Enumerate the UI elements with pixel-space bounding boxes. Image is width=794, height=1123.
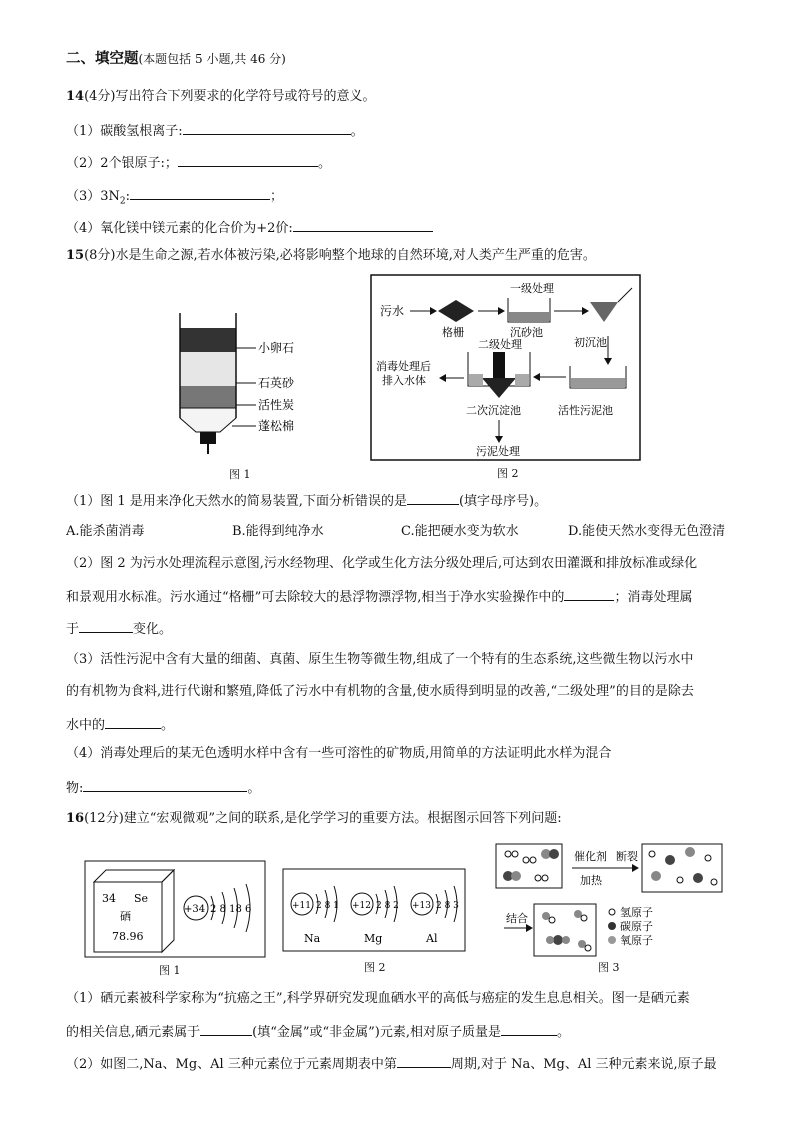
label-grit: 沉砂池 xyxy=(510,326,543,339)
answer-blank[interactable] xyxy=(200,1022,252,1036)
q15-p2-line-2 xyxy=(66,587,692,607)
q14-item-2 xyxy=(66,153,331,173)
q15-p1-end: (填字母序号)。 xyxy=(458,494,548,509)
atomic-mass: 78.96 xyxy=(112,930,144,943)
carbon-layer xyxy=(180,386,236,408)
answer-blank[interactable] xyxy=(293,218,433,232)
nucleus-charge: +12 xyxy=(352,901,371,911)
q14-item-1-label: （1）碳酸氢根离子: xyxy=(66,124,183,139)
q14-item-2-end: 。 xyxy=(317,156,331,171)
activated-tank-fill xyxy=(571,378,625,388)
q15-number: 15 xyxy=(66,248,85,263)
label-disinfect-1: 消毒处理后 xyxy=(376,360,431,373)
q15-p2-line-3 xyxy=(66,619,172,639)
label-combine: 结合 xyxy=(506,912,528,925)
q14-item-4 xyxy=(66,218,433,238)
legend-oxygen: 氧原子 xyxy=(620,934,653,947)
selenium-figure xyxy=(84,860,266,958)
grit-tank-fill xyxy=(509,312,549,322)
atom-name: Al xyxy=(426,932,438,945)
quartz-layer xyxy=(180,352,236,386)
q16-p2-line-1 xyxy=(66,1054,717,1074)
label-activated: 活性污泥池 xyxy=(558,404,613,417)
answer-blank[interactable] xyxy=(407,491,459,505)
figure-2-caption: 图 2 xyxy=(497,467,519,480)
figure-1-caption: 图 1 xyxy=(159,964,181,977)
label-initial: 初沉池 xyxy=(574,336,607,349)
q14-item-1 xyxy=(66,121,364,141)
electron-shells: 2 8 2 xyxy=(376,901,399,911)
q15-option-a[interactable]: A.能杀菌消毒 xyxy=(66,524,145,539)
q14-item-3-end: ； xyxy=(270,189,284,204)
initial-tank xyxy=(590,302,618,322)
answer-blank[interactable] xyxy=(397,1054,451,1068)
subscript: 2 xyxy=(119,196,126,207)
q15-p3-end: 。 xyxy=(161,718,175,733)
q15-p3-line-3 xyxy=(66,715,174,735)
legend-carbon: 碳原子 xyxy=(620,920,653,933)
q14-stem xyxy=(66,88,376,106)
pebble-layer xyxy=(180,328,236,352)
grille-shape xyxy=(438,300,474,322)
q16-p2-text: （2）如图二,Na、Mg、Al 三种元素位于元素周期表中第 xyxy=(66,1057,397,1072)
q15-p4-text: 物: xyxy=(66,781,84,796)
label-break: 断裂 xyxy=(616,850,638,863)
q14-item-3-label: （3）3N xyxy=(66,189,120,204)
answer-blank[interactable] xyxy=(178,153,318,167)
figure-1-caption: 图 1 xyxy=(229,468,251,481)
label-carbon: 活性炭 xyxy=(258,398,295,412)
q15-p4-end: 。 xyxy=(247,781,261,796)
q15-p2-end: 变化。 xyxy=(133,622,173,637)
carbon-legend-icon xyxy=(608,922,616,930)
nucleus-charge: +34 xyxy=(184,904,206,915)
q15-p3-line-1: （3）活性污泥中含有大量的细菌、真菌、原生生物等微生物,组成了一个特有的生态系统,这些微生物以污水中 xyxy=(66,652,694,667)
q16-p1-end: 。 xyxy=(557,1025,571,1040)
cotton-layer xyxy=(180,408,236,432)
label-sewage: 污水 xyxy=(380,304,405,318)
outlet xyxy=(200,432,216,444)
label-catalyst: 催化剂 xyxy=(574,850,607,863)
q16-number: 16 xyxy=(66,811,85,826)
water-filter-figure xyxy=(170,308,310,468)
q15-p3-line-2: 的有机物为食料,进行代谢和繁殖,降低了污水中有机物的含量,使水质得到明显的改善,“二级处理”的目的是除去 xyxy=(66,684,694,699)
settling-cone xyxy=(482,378,516,398)
q14-number: 14 xyxy=(66,89,85,104)
q15-option-b[interactable]: B.能得到纯净水 xyxy=(232,524,324,539)
legend-hydrogen: 氢原子 xyxy=(620,906,653,919)
label-pebbles: 小卵石 xyxy=(258,341,295,355)
aluminum-atom xyxy=(411,886,459,945)
q16-p1-line-1: （1）硒元素被科学家称为“抗癌之王”,科学界研究发现血硒水平的高低与癌症的发生息息相关。图一是硒元素 xyxy=(66,991,690,1006)
answer-blank[interactable] xyxy=(183,121,351,135)
q15-p2-mid: ；消毒处理属 xyxy=(614,590,693,605)
q15-p4-line-1: （4）消毒处理后的某无色透明水样中含有一些可溶性的矿物质,用简单的方法证明此水样为混合 xyxy=(66,746,612,761)
element-symbol: Se xyxy=(134,892,149,905)
q16-stem xyxy=(66,810,562,828)
product-box xyxy=(534,904,596,956)
q15-text: (8分)水是生命之源,若水体被污染,必将影响整个地球的自然环境,对人类产生严重的危害。 xyxy=(84,248,596,263)
q15-option-c[interactable]: C.能把硬水变为软水 xyxy=(401,524,519,539)
q14-item-3 xyxy=(66,186,283,211)
q15-part-1 xyxy=(66,491,547,511)
q15-p3-text: 水中的 xyxy=(66,718,106,733)
q16-p1-line-2 xyxy=(66,1022,570,1042)
reaction-figure xyxy=(494,840,726,960)
electron-shells: 2 8 1 xyxy=(316,901,339,911)
answer-blank[interactable] xyxy=(501,1022,557,1036)
label-grille: 格栅 xyxy=(442,326,464,339)
label-sludge: 污泥处理 xyxy=(476,445,520,458)
answer-blank[interactable] xyxy=(130,186,270,200)
q16-p2-end: 周期,对于 Na、Mg、Al 三种元素来说,原子最 xyxy=(450,1057,717,1072)
hydrogen-legend-icon xyxy=(609,909,615,915)
q15-p2-line-1: （2）图 2 为污水处理流程示意图,污水经物理、化学或生化方法分级处理后,可达到农田灌溉和排放标准或绿化 xyxy=(66,556,698,571)
label-second-settle: 二次沉淀池 xyxy=(466,404,521,417)
q16-text: (12分)建立“宏观微观”之间的联系,是化学学习的重要方法。根据图示回答下列问题: xyxy=(84,811,562,826)
atom-name: Na xyxy=(304,932,321,945)
answer-blank[interactable] xyxy=(79,619,133,633)
electron-shells: 2 8 3 xyxy=(436,901,459,911)
q15-option-d[interactable]: D.能使天然水变得无色澄清 xyxy=(568,524,726,539)
atomic-number: 34 xyxy=(102,892,116,905)
q14-item-4-label: （4）氧化镁中镁元素的化合价为+2价: xyxy=(66,221,293,236)
q15-p2-prefix: 于 xyxy=(66,622,80,637)
label-quartz: 石英砂 xyxy=(258,376,295,390)
element-name: 硒 xyxy=(120,910,131,923)
figure-3-caption: 图 3 xyxy=(598,961,620,974)
q15-p4-line-2 xyxy=(66,778,260,798)
section-header xyxy=(66,50,286,69)
label-secondary: 二级处理 xyxy=(478,338,522,351)
section-title: 二、填空题 xyxy=(66,51,139,67)
sodium-atom xyxy=(291,886,339,945)
q14-item-3-colon: : xyxy=(125,189,131,204)
q15-p2-text: 和景观用水标准。污水通过“格栅”可去除较大的悬浮物漂浮物,相当于净水实验操作中的 xyxy=(66,590,565,605)
q14-text: (4分)写出符合下列要求的化学符号或符号的意义。 xyxy=(84,89,376,104)
label-primary: 一级处理 xyxy=(510,282,554,295)
electron-shells: 2 8 18 6 xyxy=(210,904,252,915)
label-heat: 加热 xyxy=(580,874,602,887)
nucleus-charge: +11 xyxy=(292,901,311,911)
figure-2-caption: 图 2 xyxy=(364,961,386,974)
q16-p1-text: 的相关信息,硒元素属于 xyxy=(66,1025,201,1040)
answer-blank[interactable] xyxy=(564,587,614,601)
answer-blank[interactable] xyxy=(83,778,247,792)
q14-item-1-end: 。 xyxy=(350,124,364,139)
nucleus-charge: +13 xyxy=(412,901,431,911)
label-disinfect-2: 排入水体 xyxy=(382,374,426,387)
q14-item-2-label: （2）2个银原子:； xyxy=(66,156,178,171)
oxygen-legend-icon xyxy=(608,936,616,944)
atom-name: Mg xyxy=(364,932,383,945)
q15-stem xyxy=(66,247,596,265)
label-cotton: 蓬松棉 xyxy=(258,419,295,433)
q16-p1-mid: (填“金属”或“非金属”)元素,相对原子质量是 xyxy=(252,1025,502,1040)
answer-blank[interactable] xyxy=(105,715,161,729)
magnesium-atom xyxy=(351,886,399,945)
atom-structure-figure xyxy=(282,868,466,952)
section-note: (本题包括 5 小题,共 46 分) xyxy=(138,52,286,66)
q15-p1-text: （1）图 1 是用来净化天然水的简易装置,下面分析错误的是 xyxy=(66,494,407,509)
sewage-process-figure xyxy=(370,274,642,462)
